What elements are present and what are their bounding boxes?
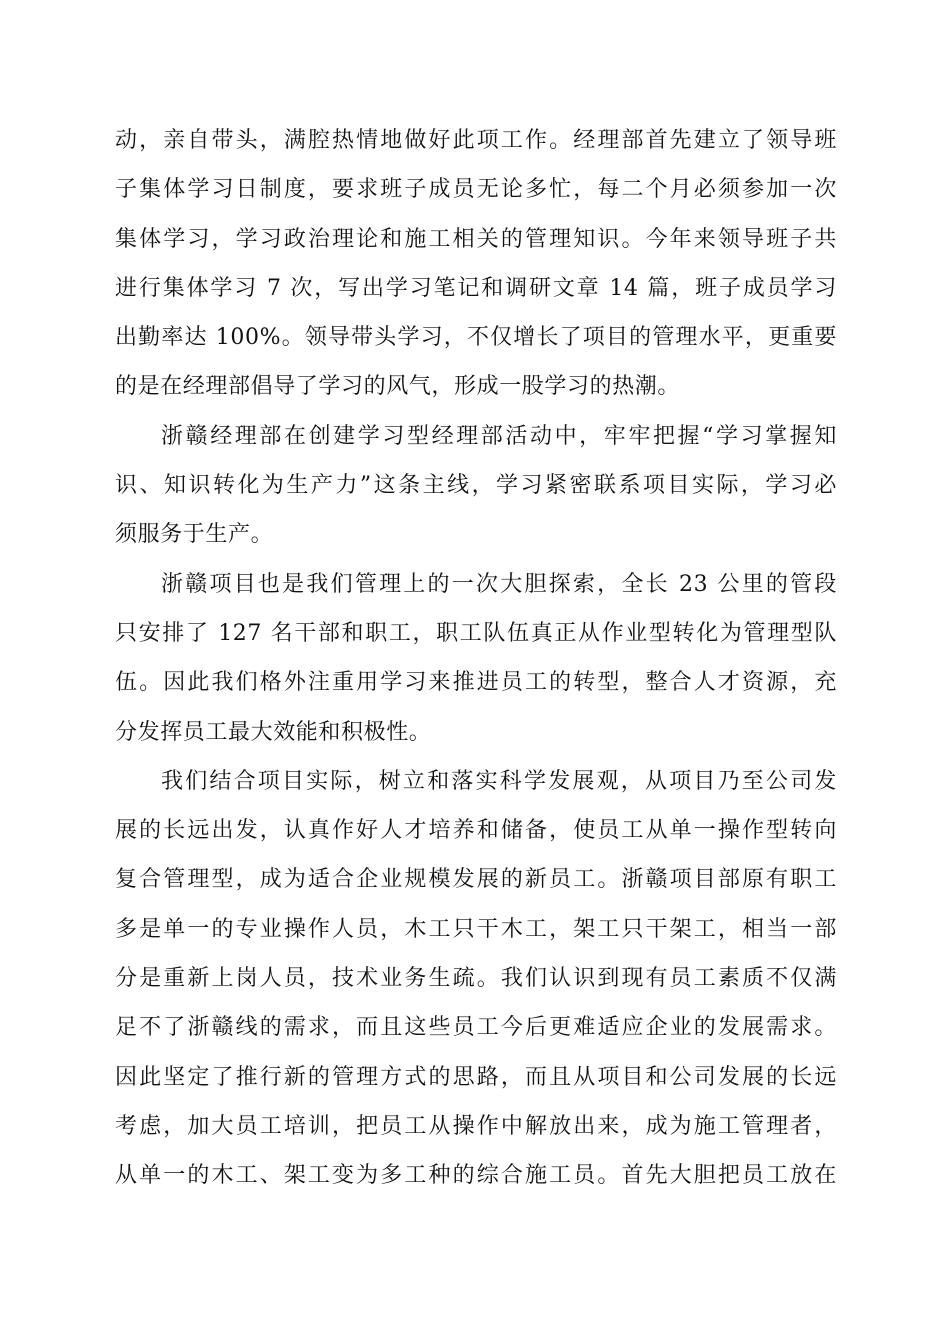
text-line: 只安排了 127 名干部和职工，职工队伍真正从作业型转化为管理型队	[115, 620, 837, 646]
text-line: 浙赣项目也是我们管理上的一次大胆探索，全长 23 公里的管段	[161, 571, 837, 597]
paragraph-3	[115, 560, 837, 757]
text-line: 分是重新上岗人员，技术业务生疏。我们认识到现有员工素质不仅满	[115, 966, 837, 992]
text-line: 伍。因此我们格外注重用学习来推进员工的转型，整合人才资源，充	[115, 670, 837, 696]
text-line: 多是单一的专业操作人员，木工只干木工，架工只干架工，相当一部	[115, 916, 837, 942]
text-line: 子集体学习日制度，要求班子成员无论多忙，每二个月必须参加一次	[115, 177, 837, 203]
text-line: 须服务于生产。	[115, 522, 274, 548]
text-line: 浙赣经理部在创建学习型经理部活动中，牢牢把握“学习掌握知	[161, 423, 837, 449]
text-line: 我们结合项目实际，树立和落实科学发展观，从项目乃至公司发	[161, 768, 837, 794]
text-line: 展的长远出发，认真作好人才培养和储备，使员工从单一操作型转向	[115, 818, 837, 844]
paragraph-2	[115, 412, 837, 560]
paragraph-1	[115, 116, 837, 412]
text-line: 集体学习，学习政治理论和施工相关的管理知识。今年来领导班子共	[115, 226, 837, 252]
text-line: 因此坚定了推行新的管理方式的思路，而且从项目和公司发展的长远	[115, 1064, 837, 1090]
text-line: 进行集体学习 7 次，写出学习笔记和调研文章 14 篇，班子成员学习	[115, 275, 837, 301]
text-line: 复合管理型，成为适合企业规模发展的新员工。浙赣项目部原有职工	[115, 867, 837, 893]
text-line: 足不了浙赣线的需求，而且这些员工今后更难适应企业的发展需求。	[115, 1015, 837, 1041]
paragraph-4	[115, 757, 837, 1201]
text-line: 出勤率达 100%。领导带头学习，不仅增长了项目的管理水平，更重要	[115, 325, 837, 351]
text-line: 分发挥员工最大效能和积极性。	[115, 719, 432, 745]
text-line: 识、知识转化为生产力”这条主线，学习紧密联系项目实际，学习必	[115, 473, 837, 499]
text-line: 考虑，加大员工培训，把员工从操作中解放出来，成为施工管理者，	[115, 1113, 837, 1139]
body-text	[115, 116, 837, 1201]
text-line: 从单一的木工、架工变为多工种的综合施工员。首先大胆把员工放在	[115, 1163, 837, 1189]
text-line: 动，亲自带头，满腔热情地做好此项工作。经理部首先建立了领导班	[115, 128, 837, 153]
text-line: 的是在经理部倡导了学习的风气，形成一股学习的热潮。	[115, 374, 681, 400]
